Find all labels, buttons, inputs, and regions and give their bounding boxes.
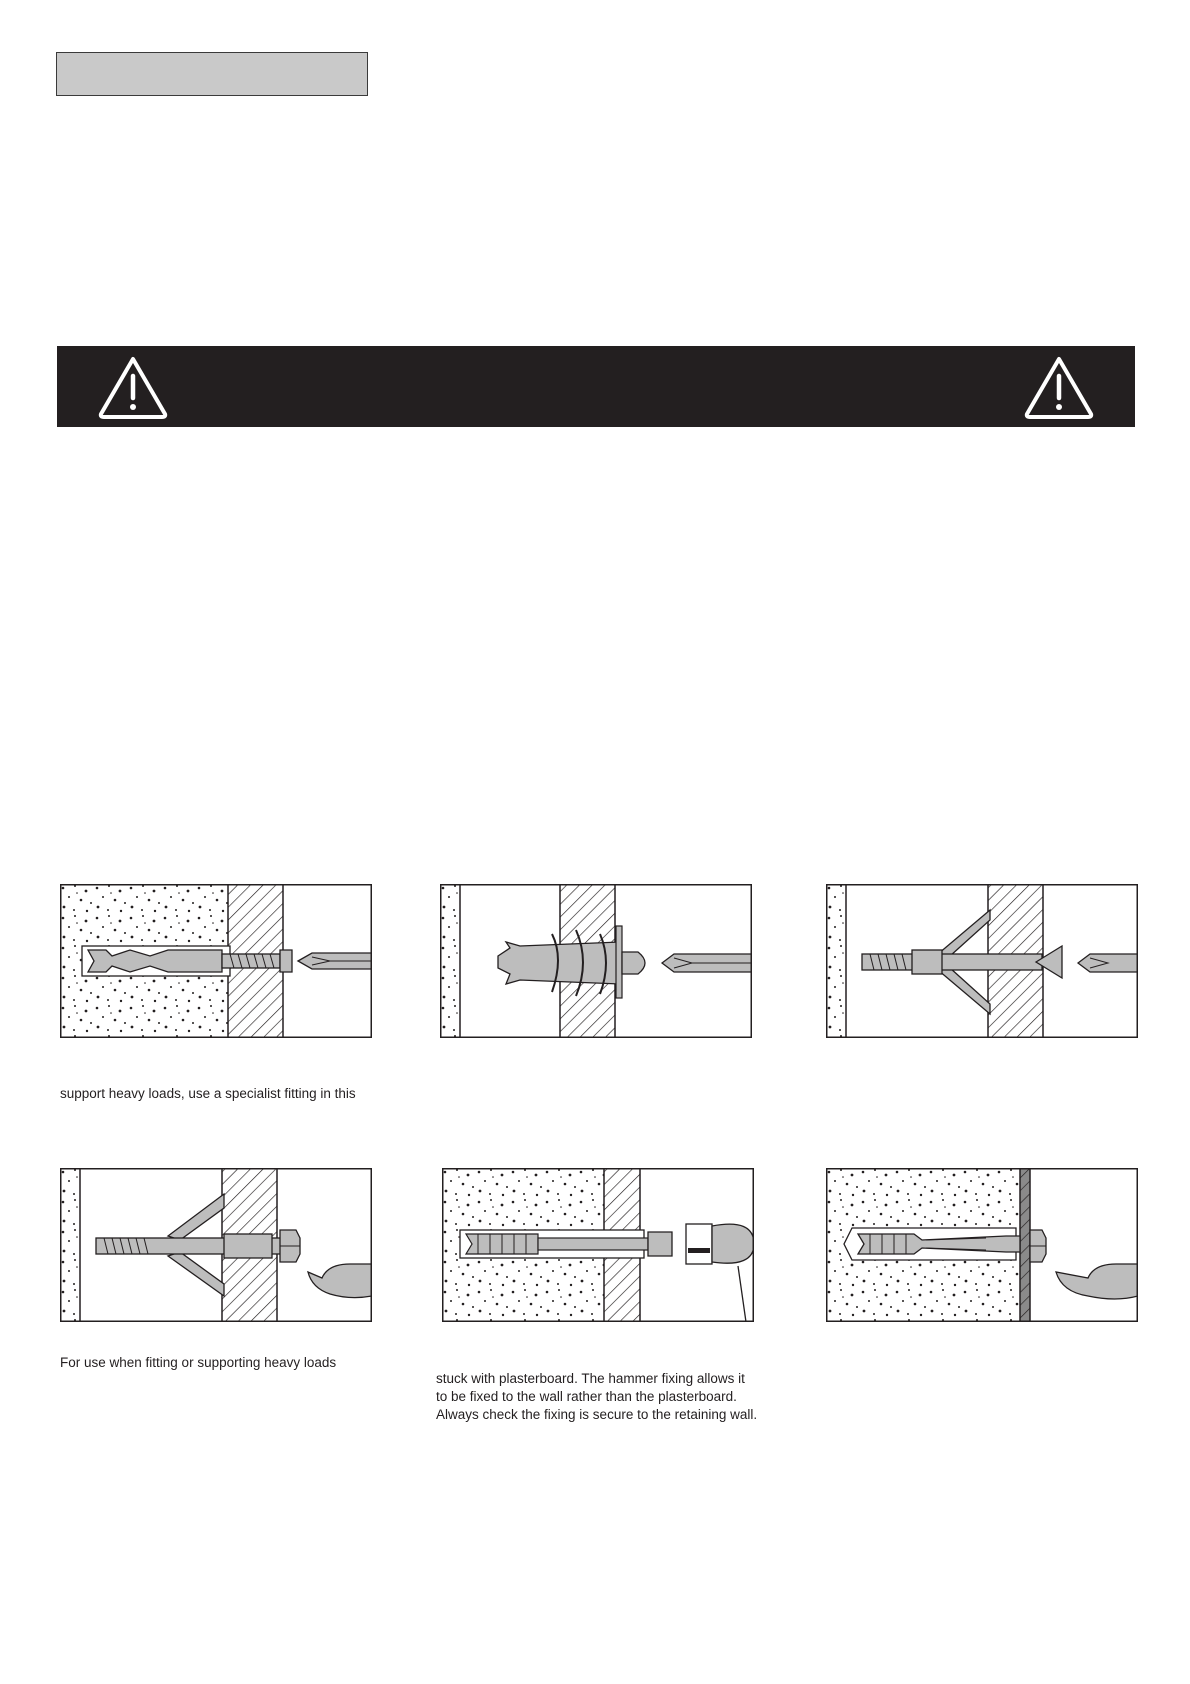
caption-line: to be fixed to the wall rather than the plasterboard. [436,1389,737,1404]
section-header-box [56,52,368,96]
spring-toggle-cavity-figure [826,884,1138,1038]
anchor-bolt-solid-wall-figure [826,1168,1138,1322]
hammer-fixing-figure [442,1168,754,1322]
warning-triangle-icon [97,354,169,420]
figure-caption: For use when fitting or supporting heavy loads [60,1355,337,1370]
figure-caption: support heavy loads, use a specialist fitting in this [60,1086,356,1101]
warning-banner [57,346,1135,427]
hammer-fixing-caption [436,1370,757,1424]
wall-plug-solid-wall-figure [60,884,372,1038]
warning-triangle-icon [1023,354,1095,420]
caption-line: stuck with plasterboard. The hammer fixing allows it [436,1371,745,1386]
cavity-bolt-wrench-figure [60,1168,372,1322]
caption-line: Always check the fixing is secure to the retaining wall. [436,1407,758,1422]
self-drill-plasterboard-anchor-figure [440,884,752,1038]
